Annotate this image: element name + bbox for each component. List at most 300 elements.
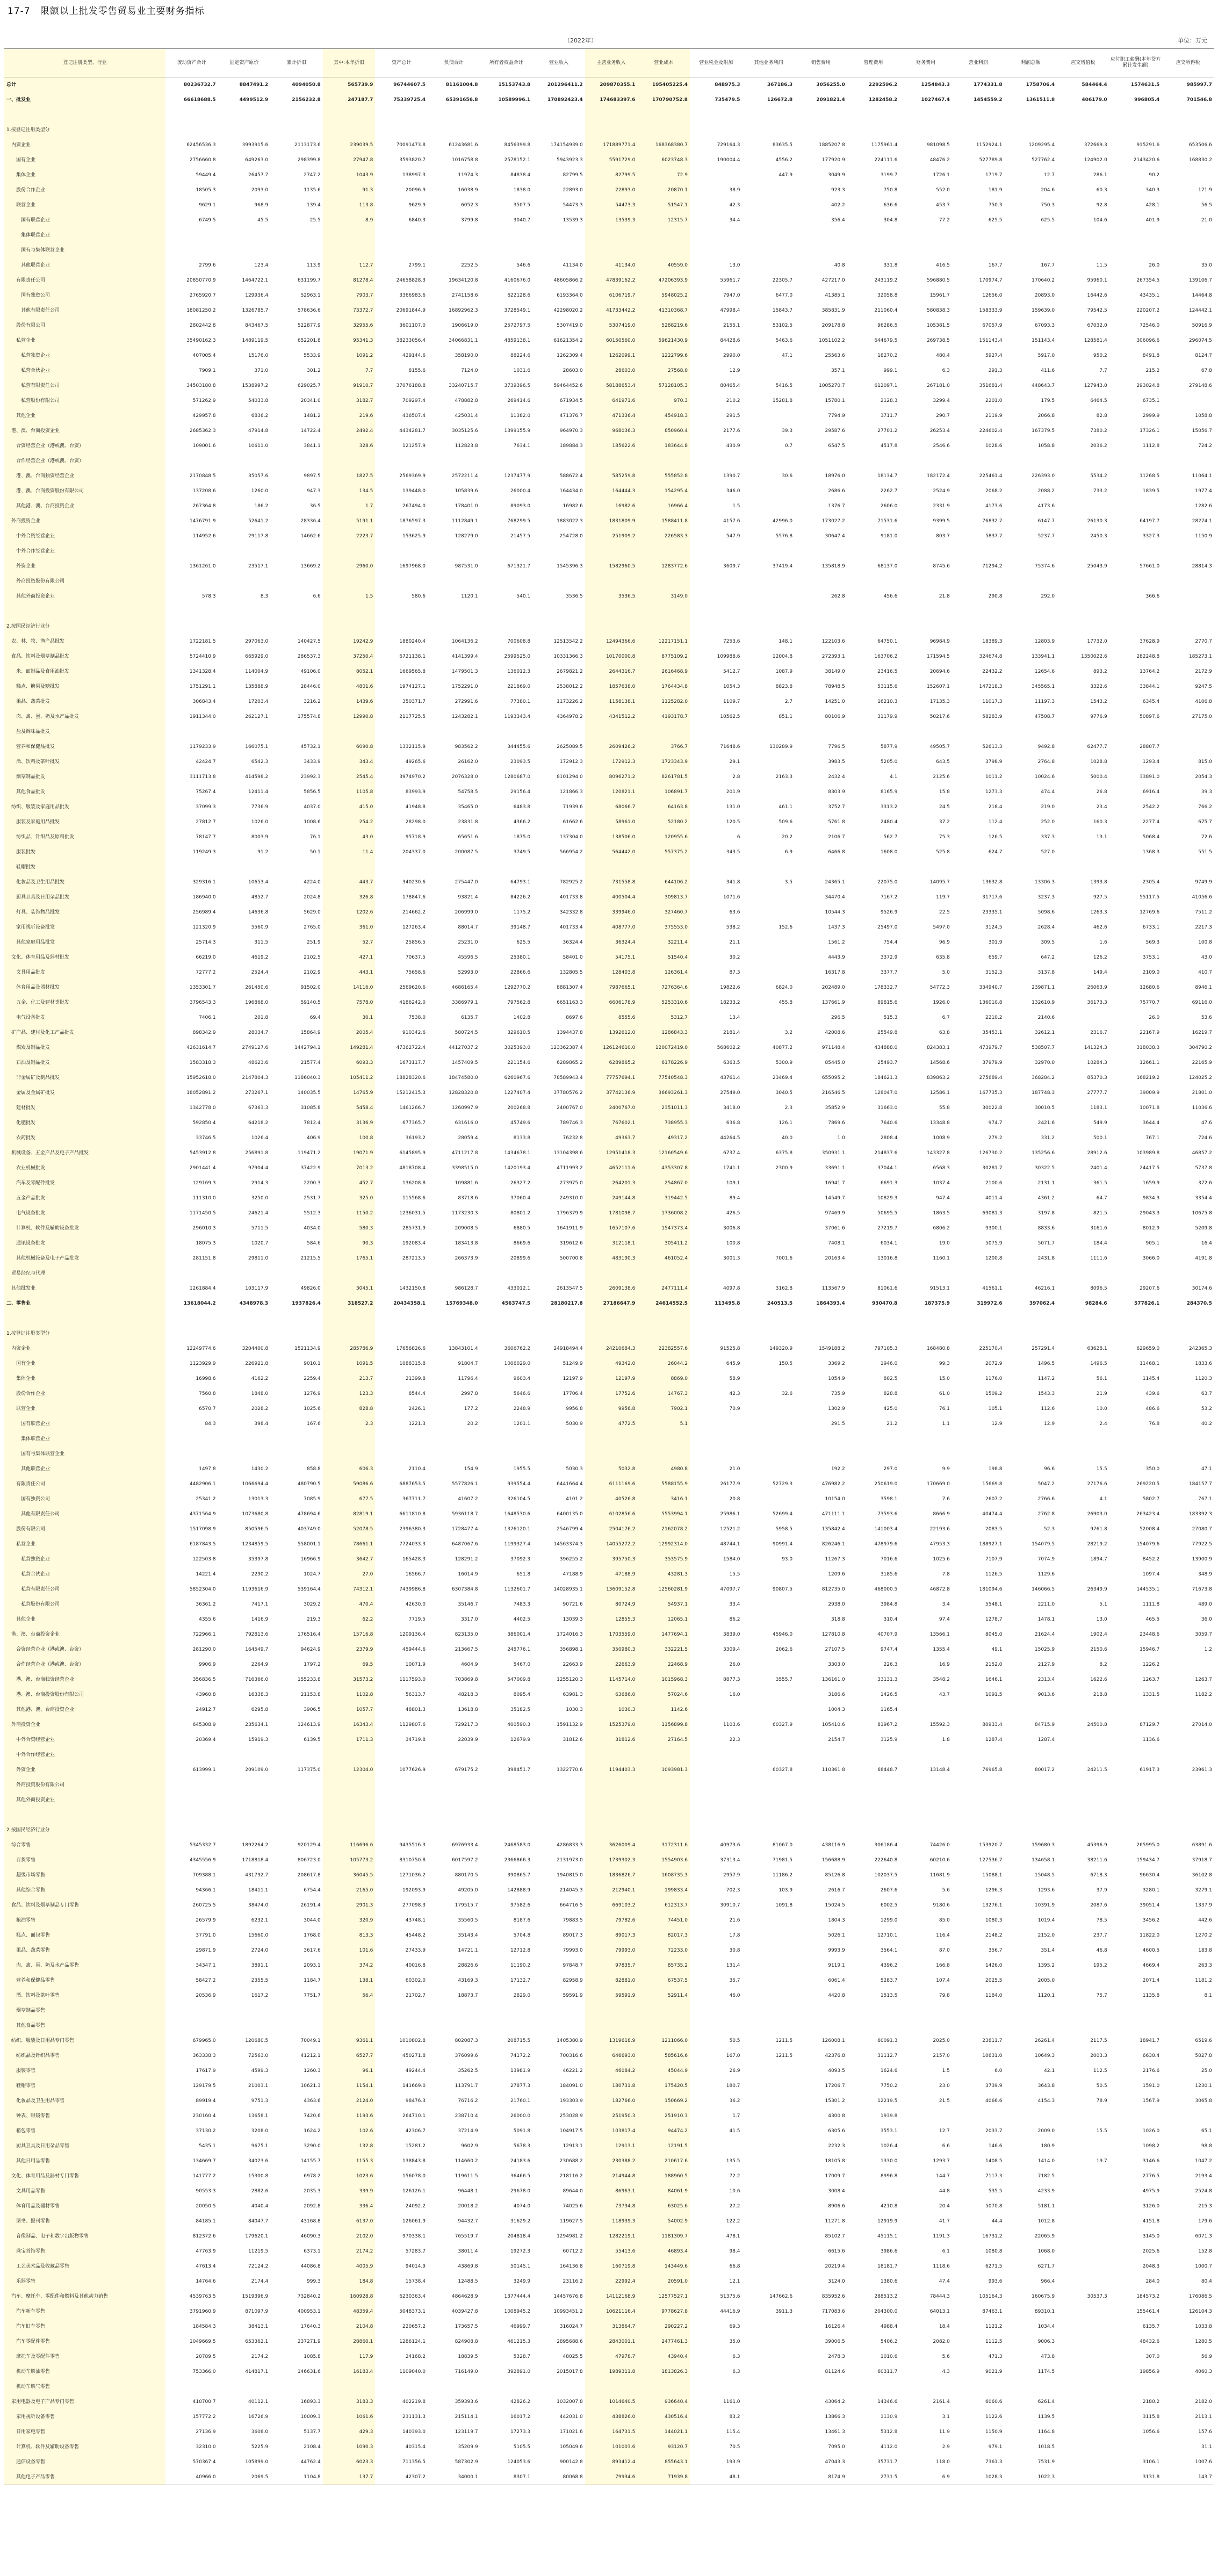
table-cell xyxy=(1005,1702,1057,1717)
table-cell: 1015968.3 xyxy=(637,1672,690,1687)
table-cell: 2155.1 xyxy=(723,323,740,328)
table-cell: 4345556.9 xyxy=(189,1858,216,1863)
table-cell: 2100.6 xyxy=(985,1181,1003,1186)
table-cell: 815.0 xyxy=(1198,759,1212,765)
table-cell: 1103.6 xyxy=(723,1722,740,1728)
table-cell: 60327.9 xyxy=(772,1722,793,1728)
table-cell: 11468.1 xyxy=(1140,1361,1160,1366)
table-cell: 2025.0 xyxy=(933,2038,950,2043)
row-label: 港、澳、台商投资企业 xyxy=(4,1627,165,1642)
table-cell: 828.8 xyxy=(323,1401,376,1416)
table-cell: 1341328.4 xyxy=(189,669,216,674)
table-cell: 5453912.8 xyxy=(189,1150,216,1156)
row-label: 糕点、糖果及糖批发 xyxy=(4,679,165,694)
table-cell: 43960.8 xyxy=(196,1692,216,1697)
table-cell: 1496.5 xyxy=(1090,1361,1107,1366)
table-cell: 4093.5 xyxy=(828,2068,845,2074)
table-cell xyxy=(1109,123,1162,138)
table-cell: 63891.6 xyxy=(1192,1843,1212,1848)
table-cell: 1399155.9 xyxy=(504,428,531,434)
row-label: 私营独资企业 xyxy=(4,1552,165,1567)
table-cell: 21577.4 xyxy=(300,1060,321,1066)
table-cell xyxy=(428,1793,480,1808)
table-cell: 1442794.1 xyxy=(294,1045,321,1050)
table-cell: 152607.1 xyxy=(926,684,950,689)
table-cell: 113.9 xyxy=(307,263,321,268)
table-cell: 6611810.8 xyxy=(399,1512,426,1517)
table-cell: 11268.5 xyxy=(1140,473,1160,479)
table-cell: 3250.0 xyxy=(251,1196,269,1201)
table-cell: 180.7 xyxy=(726,2083,740,2089)
table-cell: 50145.1 xyxy=(510,2264,531,2269)
table-cell: 473979.7 xyxy=(979,1045,1003,1050)
table-cell xyxy=(637,1808,690,1823)
table-cell: 12803.9 xyxy=(1034,639,1055,644)
row-label: 有限责任公司 xyxy=(4,1477,165,1492)
table-cell: 722966.1 xyxy=(192,1632,216,1637)
table-cell xyxy=(270,1431,323,1447)
table-cell: 21702.7 xyxy=(405,1993,426,1998)
table-cell: 48744.1 xyxy=(720,1542,740,1547)
table-cell: 6289865.2 xyxy=(585,1055,638,1070)
table-cell xyxy=(795,1808,847,1823)
table-cell: 22663.9 xyxy=(563,1662,583,1667)
table-row xyxy=(4,183,1214,198)
table-cell: 76965.8 xyxy=(982,1767,1003,1773)
table-cell: 1296.3 xyxy=(985,1888,1003,1893)
table-cell: 27568.0 xyxy=(637,363,690,378)
table-cell: 1545396.3 xyxy=(557,564,583,569)
table-cell xyxy=(480,1311,533,1326)
table-cell: 3753.1 xyxy=(1142,955,1160,960)
table-cell: 1260997.9 xyxy=(451,1105,478,1111)
table-cell: 1184.7 xyxy=(304,1978,321,1983)
table-cell: 1260.3 xyxy=(304,2068,321,2074)
table-cell: 54175.1 xyxy=(585,950,638,965)
table-cell: 21.0 xyxy=(1201,218,1212,223)
table-cell: 4066.6 xyxy=(985,2098,1003,2104)
table-cell: 415.0 xyxy=(323,800,376,815)
table-cell xyxy=(899,1747,952,1762)
table-cell: 77540548.3 xyxy=(637,1070,690,1085)
table-cell: 9119.1 xyxy=(828,1963,845,1968)
table-cell: 10009.3 xyxy=(300,2414,321,2420)
table-cell: 262127.1 xyxy=(245,714,269,719)
table-cell xyxy=(743,2003,795,2018)
table-cell: 170669.0 xyxy=(926,1481,950,1487)
table-cell: 10562.5 xyxy=(720,714,740,719)
row-label: 农药批发 xyxy=(4,1131,165,1146)
table-cell: 2174.4 xyxy=(251,2279,269,2284)
table-cell: 5534.2 xyxy=(1090,473,1107,479)
table-cell: 1723343.9 xyxy=(637,754,690,769)
table-cell: 1262099.1 xyxy=(585,348,638,363)
table-cell: 5071.7 xyxy=(1037,1241,1055,1246)
table-cell xyxy=(899,1311,952,1326)
table-row xyxy=(4,2003,1214,2018)
table-cell xyxy=(218,107,271,123)
table-cell: 5412.7 xyxy=(723,669,740,674)
table-cell: 61621354.2 xyxy=(553,338,583,343)
table-cell: 14765.9 xyxy=(323,1085,376,1100)
table-cell: 588672.4 xyxy=(559,473,583,479)
table-cell: 1293.6 xyxy=(1037,1888,1055,1893)
table-cell: 45115.1 xyxy=(877,2234,898,2239)
table-cell: 23992.3 xyxy=(300,774,321,780)
table-cell: 24417.5 xyxy=(1140,1165,1160,1171)
table-cell: 204.6 xyxy=(1041,188,1055,193)
table-cell: 587302.9 xyxy=(455,2459,478,2465)
table-cell: 11017.3 xyxy=(982,699,1003,704)
column-header: 资产总计 xyxy=(375,49,428,77)
row-label: 果品、蔬菜零售 xyxy=(4,1943,165,1958)
table-cell xyxy=(1005,1823,1057,1838)
table-cell: 1270.2 xyxy=(1195,1933,1212,1938)
row-label: 一、批发业 xyxy=(4,92,165,107)
table-cell: 67032.0 xyxy=(1087,323,1107,328)
table-cell: 5724410.9 xyxy=(189,654,216,659)
table-cell: 11197.3 xyxy=(1034,699,1055,704)
table-cell xyxy=(323,604,376,619)
table-cell: 339946.0 xyxy=(585,905,638,920)
table-row xyxy=(4,1567,1214,1582)
table-cell: 293024.8 xyxy=(1136,383,1160,388)
table-cell: 42424.7 xyxy=(196,759,216,765)
table-cell: 1105.8 xyxy=(323,785,376,800)
table-cell: 16442.6 xyxy=(1087,293,1107,298)
table-cell: 63628.1 xyxy=(1087,1346,1107,1351)
table-cell: 97582.6 xyxy=(510,1903,531,1908)
table-cell: 2628.4 xyxy=(1037,925,1055,930)
table-cell xyxy=(743,1793,795,1808)
table-cell: 37791.0 xyxy=(196,1933,216,1938)
table-cell: 47914.8 xyxy=(248,428,269,434)
row-label: 2.按国民经济行业分 xyxy=(4,619,165,634)
table-cell: 7117.3 xyxy=(985,2174,1003,2179)
table-cell: 7560.8 xyxy=(199,1391,216,1397)
table-cell: 331.8 xyxy=(883,263,898,268)
row-label: 其他联营企业 xyxy=(4,258,165,273)
table-cell: 2217.3 xyxy=(1195,925,1212,930)
table-cell: 4341512.2 xyxy=(585,709,638,724)
table-cell: 7902.1 xyxy=(637,1401,690,1416)
table-cell: 12249774.6 xyxy=(186,1346,216,1351)
table-cell xyxy=(743,1236,795,1251)
table-cell: 653506.6 xyxy=(1188,142,1212,148)
table-cell: 164444.3 xyxy=(585,484,638,499)
table-cell: 970.3 xyxy=(637,393,690,408)
table-cell: 23517.1 xyxy=(248,564,269,569)
table-cell: 1402.8 xyxy=(513,1015,531,1020)
table-cell xyxy=(1057,1311,1109,1326)
row-label: 纺织、服装及日用品专门零售 xyxy=(4,2033,165,2048)
table-cell: 3045.1 xyxy=(323,1281,376,1296)
table-cell: 1883022.3 xyxy=(557,519,583,524)
table-cell: 3001.3 xyxy=(723,1256,740,1261)
table-cell: 2351011.3 xyxy=(637,1100,690,1116)
table-cell: 36693261.3 xyxy=(637,1085,690,1100)
table-cell: 112.7 xyxy=(323,258,376,273)
table-cell: 1090.3 xyxy=(323,2440,376,2455)
table-cell xyxy=(270,1747,323,1762)
table-cell: 37742136.9 xyxy=(585,1085,638,1100)
table-cell xyxy=(165,1747,218,1762)
table-cell: 20018.2 xyxy=(458,2204,478,2209)
table-cell: 1117593.0 xyxy=(399,1677,426,1682)
table-cell: 27175.0 xyxy=(1192,714,1212,719)
table-cell: 905.1 xyxy=(1145,1241,1160,1246)
table-cell xyxy=(585,1747,638,1762)
table-row xyxy=(4,875,1214,890)
table-cell: 37092.3 xyxy=(510,1557,531,1562)
table-cell: 7276364.6 xyxy=(637,980,690,995)
table-cell: 406.9 xyxy=(307,1135,321,1141)
table-cell xyxy=(1057,2244,1109,2259)
table-cell: 69116.0 xyxy=(1192,1000,1212,1005)
table-cell: 8096271.2 xyxy=(585,769,638,785)
table-cell xyxy=(637,1326,690,1341)
table-cell: 6373.1 xyxy=(304,2249,321,2254)
table-cell: 63.6 xyxy=(729,910,740,915)
table-cell: 6547.5 xyxy=(828,443,845,449)
table-cell: 120955.6 xyxy=(637,830,690,845)
table-cell: 67093.3 xyxy=(1034,323,1055,328)
row-label: 文具用品零售 xyxy=(4,2184,165,2199)
table-cell: 186940.0 xyxy=(192,895,216,900)
row-label: 总计 xyxy=(4,77,165,93)
table-cell xyxy=(899,107,952,123)
table-cell: 367711.7 xyxy=(402,1496,426,1502)
table-cell: 6840.3 xyxy=(408,218,426,223)
table-cell: 103.9 xyxy=(779,1888,793,1893)
table-cell: 1093981.3 xyxy=(637,1762,690,1778)
table-cell: 64163.8 xyxy=(637,800,690,815)
table-cell: 147662.6 xyxy=(769,2294,793,2299)
table-cell: 34000.1 xyxy=(458,2474,478,2480)
table-cell xyxy=(1005,1747,1057,1762)
table-cell xyxy=(1057,499,1109,514)
table-cell: 8775109.2 xyxy=(637,649,690,664)
row-label: 鞋帽零售 xyxy=(4,2078,165,2093)
table-cell: 19.7 xyxy=(1096,2158,1107,2164)
table-cell: 103817.4 xyxy=(585,2124,638,2139)
table-cell: 179515.7 xyxy=(455,1903,478,1908)
table-cell xyxy=(743,2124,795,2139)
row-label: 超级市场零售 xyxy=(4,1868,165,1883)
table-cell: 112.4 xyxy=(988,819,1003,825)
table-cell: 4160676.0 xyxy=(504,278,531,283)
table-cell: 1764434.8 xyxy=(637,679,690,694)
table-cell xyxy=(532,454,585,469)
table-cell: 3366983.6 xyxy=(399,293,426,298)
table-cell xyxy=(532,544,585,559)
table-cell: 305411.2 xyxy=(637,1236,690,1251)
table-cell: 1209.6 xyxy=(828,1572,845,1577)
table-cell: 3309.4 xyxy=(723,1647,740,1652)
table-cell: 109881.6 xyxy=(455,1181,478,1186)
table-cell: 78661.1 xyxy=(323,1537,376,1552)
table-cell: 78.9 xyxy=(1096,2098,1107,2104)
table-cell: 547.9 xyxy=(726,534,740,539)
table-cell: 76.1 xyxy=(309,834,321,840)
table-cell: 5512.3 xyxy=(304,1211,321,1216)
table-cell: 406179.0 xyxy=(1082,97,1107,103)
table-row xyxy=(4,1386,1214,1401)
table-cell: 987531.0 xyxy=(455,564,478,569)
table-cell: 97848.7 xyxy=(563,1963,583,1968)
table-row xyxy=(4,935,1214,950)
table-cell: 3049.9 xyxy=(828,172,845,178)
table-cell: 127943.0 xyxy=(1084,383,1107,388)
table-cell: 979.1 xyxy=(988,2444,1003,2450)
table-cell: 71939.8 xyxy=(637,2470,690,2485)
table-cell: 77380.1 xyxy=(510,699,531,704)
table-cell: 443.1 xyxy=(323,965,376,980)
table-cell: 606.3 xyxy=(323,1462,376,1477)
table-cell: 3548.2 xyxy=(933,1677,950,1682)
table-cell: 22165.9 xyxy=(1192,1060,1212,1066)
table-cell: 1243282.1 xyxy=(451,714,478,719)
table-cell: 28034.7 xyxy=(248,1030,269,1035)
table-cell: 290227.2 xyxy=(637,2319,690,2334)
table-row xyxy=(4,890,1214,905)
table-cell: 100.8 xyxy=(1198,940,1212,945)
table-cell: 4801.6 xyxy=(323,679,376,694)
table-cell: 2524.8 xyxy=(1195,2189,1212,2194)
table-cell: 2048.3 xyxy=(1142,2264,1160,2269)
table-cell: 724.6 xyxy=(1198,1135,1212,1141)
table-cell: 9675.1 xyxy=(251,2143,269,2149)
table-row xyxy=(4,589,1214,604)
table-cell: 136012.3 xyxy=(507,669,531,674)
table-cell: 83993.9 xyxy=(405,789,426,795)
table-cell xyxy=(743,2424,795,2440)
table-cell: 6806.2 xyxy=(933,1226,950,1231)
table-cell: 4233.9 xyxy=(1037,2189,1055,2194)
table-cell: 75770.7 xyxy=(1140,1000,1160,1005)
table-cell: 1355.4 xyxy=(933,1647,950,1652)
table-cell: 985997.7 xyxy=(1186,82,1212,88)
row-label: 股份合作企业 xyxy=(4,1386,165,1401)
table-cell: 319442.5 xyxy=(637,1191,690,1206)
table-cell xyxy=(1057,1431,1109,1447)
table-row xyxy=(4,1176,1214,1191)
table-cell: 1479501.3 xyxy=(451,669,478,674)
table-cell xyxy=(637,1431,690,1447)
table-cell: 1008.9 xyxy=(933,1135,950,1141)
table-cell: 1026.0 xyxy=(1142,2128,1160,2134)
table-cell xyxy=(218,1823,271,1838)
table-cell xyxy=(743,2214,795,2229)
table-cell: 80.4 xyxy=(1201,2279,1212,2284)
table-cell xyxy=(743,604,795,619)
row-label: 化肥批发 xyxy=(4,1116,165,1131)
table-row xyxy=(4,845,1214,860)
table-cell: 226583.3 xyxy=(637,529,690,544)
table-cell: 54002.9 xyxy=(637,2214,690,2229)
table-cell: 1282.6 xyxy=(1195,503,1212,509)
table-cell: 372669.3 xyxy=(1084,142,1107,148)
table-cell xyxy=(1162,1431,1214,1447)
table-cell: 1030.3 xyxy=(566,1707,583,1712)
table-row xyxy=(4,1070,1214,1085)
table-cell: 703869.8 xyxy=(455,1677,478,1682)
table-cell xyxy=(743,965,795,980)
table-cell: 1946.0 xyxy=(880,1361,898,1366)
table-row xyxy=(4,1131,1214,1146)
table-cell: 8045.0 xyxy=(985,1632,1003,1637)
table-cell: 64793.1 xyxy=(510,880,531,885)
table-cell: 1209295.4 xyxy=(1028,142,1055,148)
table-row xyxy=(4,333,1214,348)
table-cell: 14636.8 xyxy=(248,910,269,915)
table-cell: 1008.6 xyxy=(304,819,321,825)
table-cell: 5030.9 xyxy=(566,1421,583,1427)
table-cell xyxy=(480,1778,533,1793)
table-cell: 1864393.4 xyxy=(816,1301,845,1306)
table-cell: 767.1 xyxy=(1145,1135,1160,1141)
table-cell: 15153743.8 xyxy=(498,82,531,88)
table-cell: 20899.6 xyxy=(510,1256,531,1261)
table-cell xyxy=(323,1778,376,1793)
table-cell: 700608.8 xyxy=(507,639,531,644)
table-cell: 8847491.2 xyxy=(239,82,269,88)
table-cell: 12679.9 xyxy=(510,1737,531,1743)
table-cell: 213.7 xyxy=(323,1371,376,1386)
table-cell xyxy=(743,2274,795,2289)
table-cell: 6090.8 xyxy=(323,739,376,754)
table-cell: 9006.3 xyxy=(1037,2339,1055,2344)
table-cell: 7724033.3 xyxy=(399,1542,426,1547)
table-cell: 7750.2 xyxy=(880,2083,898,2089)
table-cell: 80801.2 xyxy=(510,1211,531,1216)
table-cell: 109988.6 xyxy=(717,654,740,659)
table-cell: 1765.1 xyxy=(323,1251,376,1266)
table-cell: 372.6 xyxy=(1198,1181,1212,1186)
table-cell: 20789.5 xyxy=(196,2354,216,2359)
table-cell: 17.8 xyxy=(729,1933,740,1938)
table-cell xyxy=(795,2003,847,2018)
table-cell: 425031.4 xyxy=(455,413,478,419)
table-row xyxy=(4,830,1214,845)
table-cell: 9435516.3 xyxy=(399,1843,426,1848)
table-cell: 565739.9 xyxy=(323,77,376,93)
table-cell: 580.3 xyxy=(323,1221,376,1236)
table-cell: 1624.2 xyxy=(304,2128,321,2134)
table-cell: 367186.3 xyxy=(767,82,793,88)
row-label: 港、澳、台商投资企业 xyxy=(4,423,165,438)
column-header: 营业税金及附加 xyxy=(690,49,743,77)
table-cell: 272991.6 xyxy=(455,699,478,704)
table-cell: 2025.6 xyxy=(1142,2249,1160,2254)
table-cell: 27014.0 xyxy=(1192,1722,1212,1728)
table-cell xyxy=(795,1326,847,1341)
row-label: 联营企业 xyxy=(4,1401,165,1416)
table-cell: 139448.0 xyxy=(402,488,426,494)
table-cell: 15024.5 xyxy=(825,1903,845,1908)
table-cell xyxy=(165,860,218,875)
table-cell: 16966.4 xyxy=(637,499,690,514)
table-cell: 214944.8 xyxy=(585,2169,638,2184)
table-cell: 75.7 xyxy=(1096,1993,1107,1998)
table-cell xyxy=(1162,1793,1214,1808)
table-cell: 12656.0 xyxy=(982,293,1003,298)
row-label: 中外合作经营企业 xyxy=(4,544,165,559)
table-cell: 26327.2 xyxy=(510,1181,531,1186)
table-cell xyxy=(375,243,428,258)
table-cell: 612313.7 xyxy=(637,1898,690,1913)
table-cell xyxy=(428,1266,480,1281)
